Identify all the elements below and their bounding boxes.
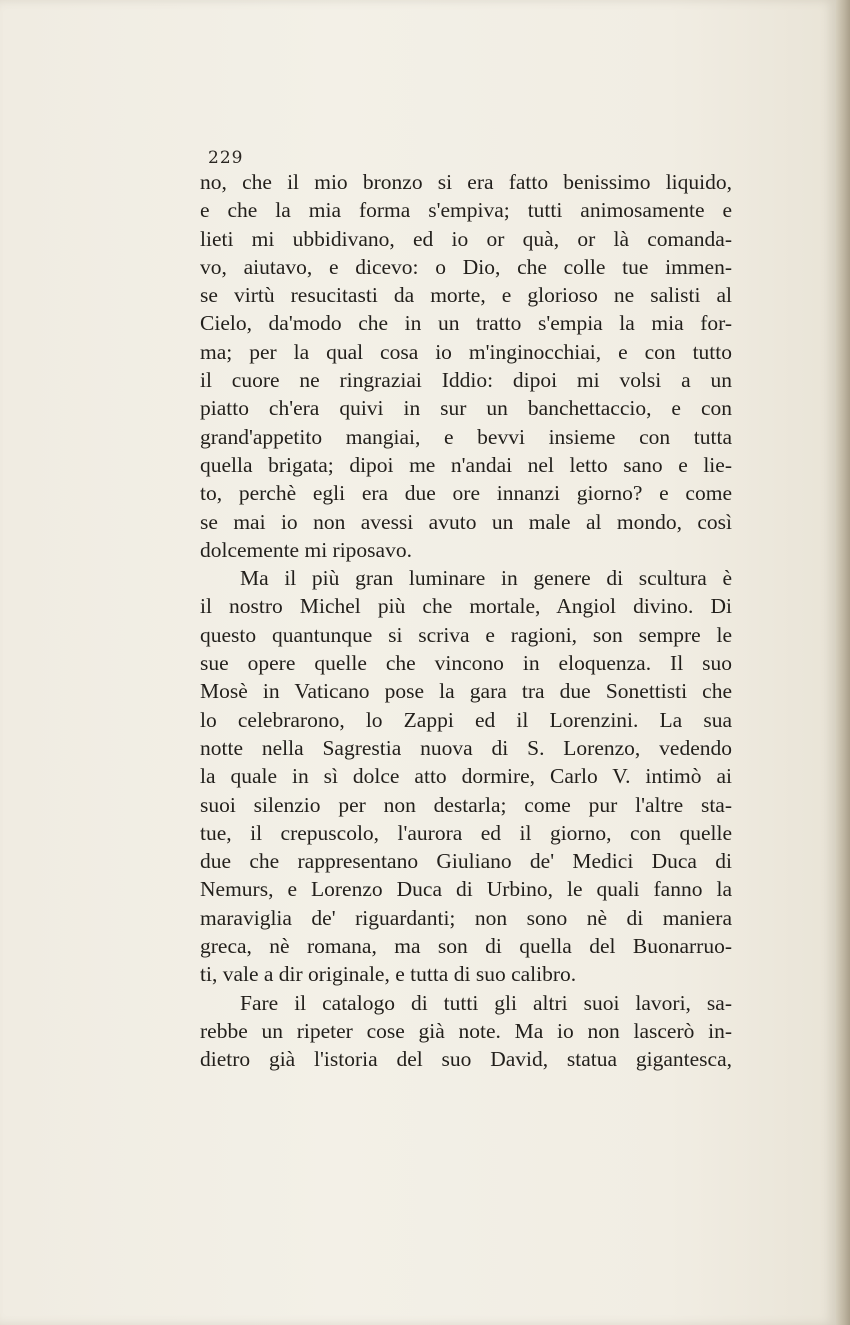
text-line: lieti mi ubbidivano, ed io or quà, or là comanda- (200, 226, 732, 251)
text-line: greca, nè romana, ma son di quella del Buonarruo- (200, 934, 732, 959)
text-line: ma; per la qual cosa io m'inginocchiai, e con tutto (200, 339, 732, 364)
paragraph-2 (200, 564, 732, 988)
book-spine-edge (836, 0, 850, 1325)
text-line: Cielo, da'modo che in un tratto s'empia la mia for- (200, 311, 732, 336)
text-line: sue opere quelle che vincono in eloquenza. Il suo (200, 651, 732, 676)
body-text (200, 168, 732, 1074)
paragraph-3 (200, 989, 732, 1074)
text-line: Ma il più gran luminare in genere di scultura è (240, 566, 732, 591)
text-line: e che la mia forma s'empiva; tutti animosamente e (200, 198, 732, 223)
text-line: rebbe un ripeter cose già note. Ma io non lascerò in- (200, 1018, 732, 1043)
text-line: piatto ch'era quivi in sur un banchettaccio, e con (200, 396, 732, 421)
text-line: notte nella Sagrestia nuova di S. Lorenzo, vedendo (200, 735, 732, 760)
text-line: il cuore ne ringraziai Iddio: dipoi mi volsi a un (200, 368, 732, 393)
text-line: no, che il mio bronzo si era fatto benissimo liquido, (200, 170, 732, 194)
text-line: vo, aiutavo, e dicevo: o Dio, che colle tue immen- (200, 254, 732, 279)
text-line: il nostro Michel più che mortale, Angiol divino. Di (200, 594, 732, 619)
text-line: Mosè in Vaticano pose la gara tra due Sonettisti che (200, 679, 732, 704)
text-line: Fare il catalogo di tutti gli altri suoi lavori, sa- (240, 990, 732, 1015)
text-line: dietro già l'istoria del suo David, statua gigantesca, (200, 1047, 732, 1072)
text-line: quella brigata; dipoi me n'andai nel letto sano e lie- (200, 452, 732, 477)
text-line: lo celebrarono, lo Zappi ed il Lorenzini. La sua (200, 707, 732, 732)
text-line: dolcemente mi riposavo. (200, 537, 412, 562)
text-line: tue, il crepuscolo, l'aurora ed il giorno, con quelle (200, 820, 732, 845)
text-line: suoi silenzio per non destarla; come pur l'altre sta- (200, 792, 732, 817)
text-line: se mai io non avessi avuto un male al mondo, così (200, 509, 732, 534)
text-line: la quale in sì dolce atto dormire, Carlo V. intimò ai (200, 764, 732, 789)
text-line: questo quantunque si scriva e ragioni, son sempre le (200, 622, 732, 647)
text-line: due che rappresentano Giuliano de' Medici Duca di (200, 849, 732, 874)
text-line: Nemurs, e Lorenzo Duca di Urbino, le quali fanno la (200, 877, 732, 902)
paragraph-1 (200, 168, 732, 564)
page-number: 229 (208, 148, 244, 168)
text-line: se virtù resucitasti da morte, e glorioso ne salisti al (200, 283, 732, 308)
text-line: to, perchè egli era due ore innanzi giorno? e come (200, 481, 732, 506)
text-line: ti, vale a dir originale, e tutta di suo calibro. (200, 962, 577, 987)
text-line: maraviglia de' riguardanti; non sono nè di maniera (200, 905, 732, 930)
text-line: grand'appetito mangiai, e bevvi insieme con tutta (200, 424, 732, 449)
